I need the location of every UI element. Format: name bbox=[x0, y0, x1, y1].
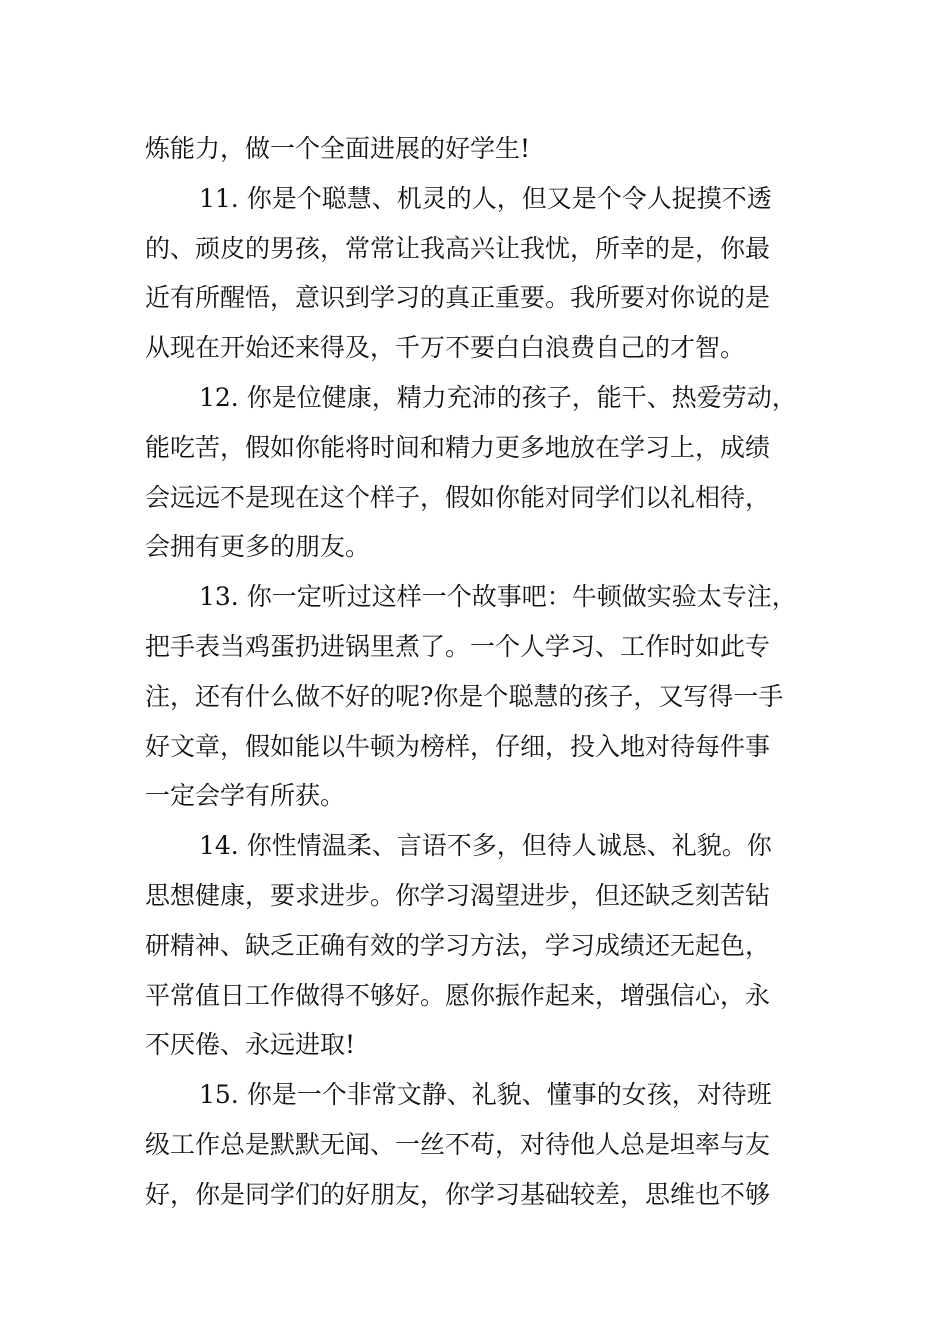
text-line-20: 15. 你是一个非常文静、礼貌、懂事的女孩，对待班 bbox=[199, 1080, 772, 1110]
text-line-22: 好，你是同学们的好朋友，你学习基础较差，思维也不够 bbox=[145, 1179, 771, 1209]
text-line-21: 级工作总是默默无闻、一丝不苟，对待他人总是坦率与友 bbox=[145, 1129, 771, 1159]
text-line-16: 思想健康，要求进步。你学习渴望进步，但还缺乏刻苦钻 bbox=[145, 880, 771, 910]
text-line-11: 把手表当鸡蛋扔进锅里煮了。一个人学习、工作时如此专 bbox=[145, 631, 771, 661]
text-line-02: 11. 你是个聪慧、机灵的人，但又是个令人捉摸不透 bbox=[199, 183, 772, 213]
text-line-15: 14. 你性情温柔、言语不多，但待人诚恳、礼貌。你 bbox=[199, 831, 772, 861]
text-line-07: 能吃苦，假如你能将时间和精力更多地放在学习上，成绩 bbox=[145, 432, 771, 462]
text-line-05: 从现在开始还来得及，千万不要白白浪费自己的才智。 bbox=[145, 333, 746, 363]
text-line-01: 炼能力，做一个全面进展的好学生! bbox=[145, 134, 531, 163]
text-line-19: 不厌倦、永远进取! bbox=[145, 1030, 356, 1060]
text-line-12: 注，还有什么做不好的呢?你是个聪慧的孩子，又写得一手 bbox=[145, 681, 784, 711]
text-line-04: 近有所醒悟，意识到学习的真正重要。我所要对你说的是 bbox=[145, 283, 771, 313]
document-body bbox=[145, 124, 817, 1220]
text-line-13: 好文章，假如能以牛顿为榜样，仔细，投入地对待每件事 bbox=[145, 731, 771, 761]
text-line-17: 研精神、缺乏正确有效的学习方法，学习成绩还无起色， bbox=[145, 930, 771, 960]
text-line-10: 13. 你一定听过这样一个故事吧：牛顿做实验太专注， bbox=[199, 582, 797, 612]
text-line-09: 会拥有更多的朋友。 bbox=[145, 532, 371, 562]
text-line-03: 的、顽皮的男孩，常常让我高兴让我忧，所幸的是，你最 bbox=[145, 233, 771, 263]
text-line-18: 平常值日工作做得不够好。愿你振作起来，增强信心，永 bbox=[145, 980, 771, 1010]
text-line-08: 会远远不是现在这个样子，假如你能对同学们以礼相待， bbox=[145, 482, 771, 512]
text-line-14: 一定会学有所获。 bbox=[145, 781, 346, 811]
text-line-06: 12. 你是位健康，精力充沛的孩子，能干、热爱劳动， bbox=[199, 382, 797, 412]
